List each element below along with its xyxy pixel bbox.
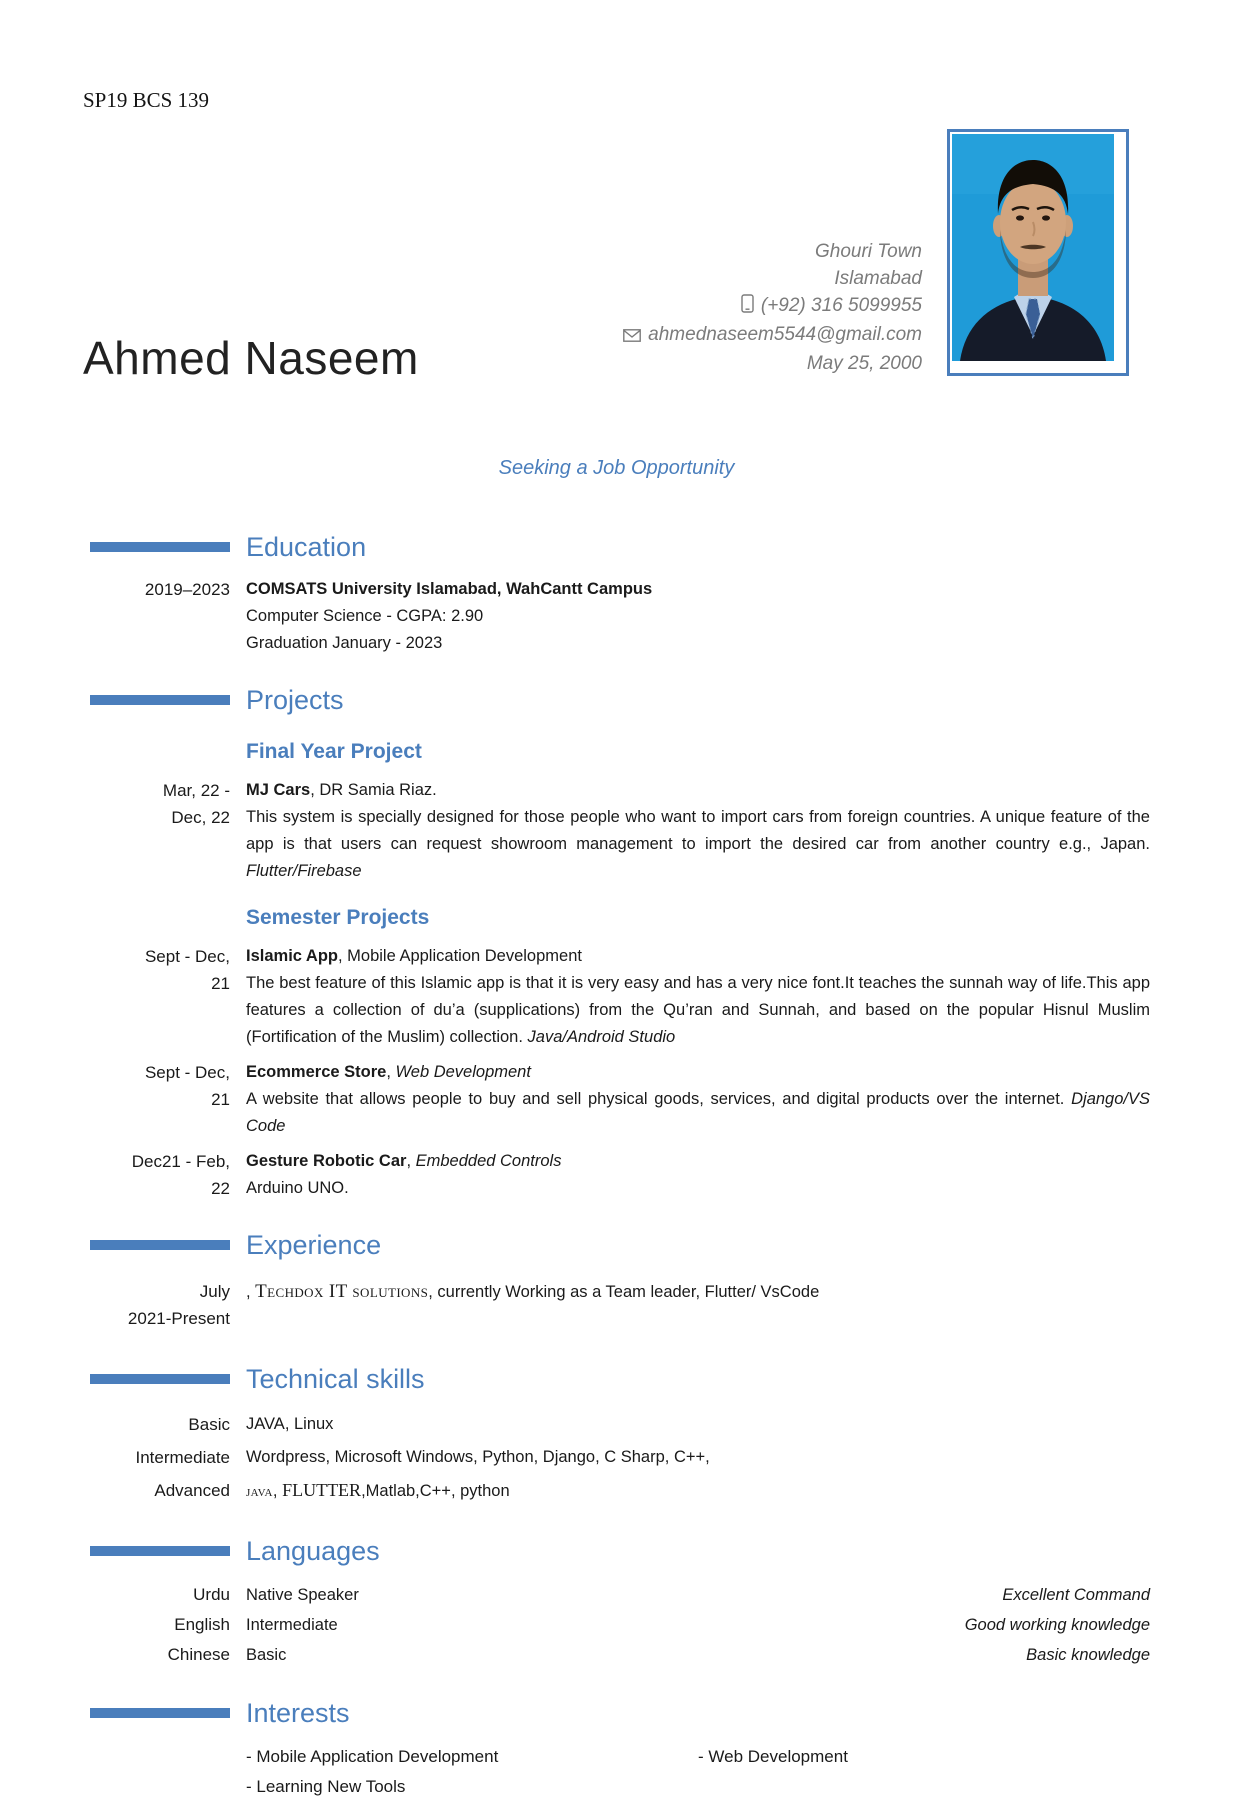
separator: ,: [272, 1482, 283, 1500]
section-title-education: Education: [246, 532, 367, 562]
section-title-projects: Projects: [246, 685, 344, 715]
skills-list: [83, 1408, 1150, 1508]
contact-block: [623, 238, 922, 377]
education-institution: [246, 576, 1150, 603]
project-entry-mj-cars: [83, 777, 1150, 885]
experience-entry: [83, 1278, 1150, 1332]
project-description: [246, 1175, 1150, 1202]
quote: Seeking a Job Opportunity: [498, 457, 735, 479]
section-title-languages: Languages: [246, 1536, 380, 1566]
project-tech: Java/Android Studio: [527, 1028, 676, 1046]
section-title-skills: Technical skills: [246, 1364, 425, 1394]
spacer: [83, 739, 230, 765]
section-education-header: [83, 530, 1150, 564]
project-entry-gesture-car: [83, 1148, 1150, 1202]
description-text: Arduino UNO.: [246, 1179, 349, 1197]
interests-list: [246, 1744, 1150, 1800]
section-bar: [90, 695, 230, 705]
date-line1: Sept - Dec,: [144, 947, 230, 966]
section-bar: [90, 542, 230, 552]
project-dates: [83, 1059, 230, 1140]
project-subtitle: Embedded Controls: [415, 1152, 562, 1170]
subsection-semester: [83, 905, 1150, 931]
language-row-urdu: [83, 1580, 1150, 1610]
skill-flutter: FLUTTER: [282, 1480, 362, 1500]
project-name: Islamic App: [246, 947, 338, 965]
project-name: MJ Cars: [246, 781, 311, 799]
section-bar: [90, 1374, 230, 1384]
subsection-final-year: [83, 739, 1150, 765]
address-line2: Islamabad: [834, 268, 922, 289]
date-line2: 21: [211, 1090, 230, 1109]
project-tech: Flutter/Firebase: [246, 862, 362, 880]
header: [83, 119, 1150, 387]
section-bar: [90, 1240, 230, 1250]
education-dates: 2019–2023: [144, 580, 230, 599]
subsection-title-final-year: Final Year Project: [246, 740, 422, 763]
section-bar: [90, 1546, 230, 1556]
skill-row-advanced: [83, 1474, 1150, 1508]
language-row-english: [83, 1610, 1150, 1640]
project-body: [246, 777, 1150, 885]
interest-item: - Web Development: [698, 1747, 848, 1766]
person-name: Ahmed Naseem: [83, 332, 419, 384]
interest-item: - Learning New Tools: [246, 1777, 406, 1796]
contact-address-line1: [623, 238, 922, 265]
date-line1: Sept - Dec,: [144, 1063, 230, 1082]
mobile-phone-icon: [741, 294, 754, 321]
section-interests-header: [83, 1696, 1150, 1730]
language-comment: Basic knowledge: [1026, 1646, 1150, 1664]
spacer: [83, 1730, 230, 1800]
envelope-icon: [623, 323, 641, 350]
profile-photo-image: [952, 134, 1114, 361]
date-line2: 22: [211, 1179, 230, 1198]
education-degree-line: Computer Science - CGPA: 2.90: [246, 607, 484, 625]
company-name: Techdox IT solutions: [255, 1281, 429, 1302]
language-comment: Excellent Command: [1002, 1586, 1150, 1604]
skill-level: Intermediate: [135, 1448, 230, 1467]
description-text: A website that allows people to buy and sell physical goods, services, and digital products over the internet.: [246, 1090, 1065, 1108]
skill-values: JAVA, Linux: [246, 1415, 334, 1433]
date-line2: Dec, 22: [171, 808, 230, 827]
student-id: SP19 BCS 139: [83, 88, 210, 112]
separator: ,: [386, 1063, 396, 1081]
education-details: [246, 576, 1150, 657]
project-title: [246, 1148, 1150, 1175]
project-subtitle: Web Development: [395, 1063, 531, 1081]
project-entry-ecommerce: [83, 1059, 1150, 1140]
institution-name: COMSATS University Islamabad, WahCantt Campus: [246, 580, 653, 598]
language-name: English: [174, 1615, 230, 1634]
experience-dates: [83, 1278, 230, 1332]
project-entry-islamic-app: [83, 943, 1150, 1051]
language-level: Intermediate: [246, 1616, 338, 1634]
contact-address-line2: [623, 265, 922, 292]
contact-email-line: [623, 321, 922, 350]
skill-values: Wordpress, Microsoft Windows, Python, Django, C Sharp, C++,: [246, 1448, 710, 1466]
languages-list: [83, 1580, 1150, 1670]
project-dates: [83, 1148, 230, 1202]
contact-birthdate-line: [623, 350, 922, 377]
project-title: [246, 777, 1150, 804]
language-comment: Good working knowledge: [964, 1616, 1150, 1634]
project-body: [246, 1148, 1150, 1202]
project-dates: [83, 777, 230, 885]
project-title: [246, 943, 1150, 970]
skill-java: java: [246, 1483, 273, 1500]
project-subtitle: , Mobile Application Development: [338, 947, 582, 965]
address-line1: Ghouri Town: [814, 241, 922, 262]
birth-date: May 25, 2000: [806, 353, 922, 374]
section-skills-header: [83, 1362, 1150, 1396]
language-level: Basic: [246, 1646, 287, 1664]
project-title: [246, 1059, 1150, 1086]
description-text: The best feature of this Islamic app is that it is very easy and has a very nice font.It teaches the sunnah way of life.This app features a collection of du’a (supplications) from the Qu’ran and Sunnah, and based on the popular Hisnul Muslim (Fortification of the Muslim) collection.: [246, 974, 1150, 1046]
project-subtitle: , DR Samia Riaz.: [310, 781, 437, 799]
skill-level: Advanced: [154, 1481, 230, 1500]
spacer: [83, 905, 230, 931]
language-level: Native Speaker: [246, 1586, 359, 1604]
project-description: [246, 804, 1150, 885]
project-dates: [83, 943, 230, 1051]
date-line2: 21: [211, 974, 230, 993]
description-text: This system is specially designed for those people who want to import cars from foreign countries. A unique feature of the app is that users can request showroom management to import the desired car from another country e.g., Japan.: [246, 808, 1150, 853]
skill-values: [246, 1474, 1150, 1508]
section-languages-header: [83, 1534, 1150, 1568]
subsection-title-semester: Semester Projects: [246, 906, 430, 929]
skill-rest: ,Matlab,C++, python: [361, 1482, 510, 1500]
project-name: Ecommerce Store: [246, 1063, 387, 1081]
section-title-experience: Experience: [246, 1230, 382, 1260]
education-graduation-line: Graduation January - 2023: [246, 634, 443, 652]
profile-photo: [947, 129, 1129, 376]
project-body: [246, 1059, 1150, 1140]
project-description: [246, 1086, 1150, 1140]
project-name: Gesture Robotic Car: [246, 1152, 407, 1170]
education-entry: [83, 576, 1150, 657]
interest-item: - Mobile Application Development: [246, 1747, 499, 1766]
experience-body: [246, 1278, 1150, 1332]
phone-number: (+92) 316 5099955: [760, 295, 922, 316]
separator: ,: [246, 1283, 256, 1301]
date-line1: Dec21 - Feb,: [131, 1152, 230, 1171]
project-description: [246, 970, 1150, 1051]
language-name: Urdu: [193, 1585, 230, 1604]
experience-details: , currently Working as a Team leader, Flutter/ VsCode: [428, 1283, 820, 1301]
date-line2: 2021-Present: [127, 1309, 230, 1328]
contact-phone-line: [623, 292, 922, 321]
skill-row-basic: [83, 1408, 1150, 1441]
language-name: Chinese: [167, 1645, 230, 1664]
project-body: [246, 943, 1150, 1051]
section-title-interests: Interests: [246, 1698, 350, 1728]
skill-row-intermediate: [83, 1441, 1150, 1474]
project-tech: Django/VS Code: [246, 1090, 1151, 1135]
email-address[interactable]: ahmednaseem5544@gmail.com: [648, 324, 922, 345]
separator: ,: [406, 1152, 416, 1170]
section-experience-header: [83, 1228, 1150, 1262]
interests-row: [83, 1730, 1150, 1800]
date-line1: July: [199, 1282, 230, 1301]
date-line1: Mar, 22 -: [162, 781, 230, 800]
skill-level: Basic: [188, 1415, 230, 1434]
section-bar: [90, 1708, 230, 1718]
section-projects-header: [83, 683, 1150, 717]
language-row-chinese: [83, 1640, 1150, 1670]
